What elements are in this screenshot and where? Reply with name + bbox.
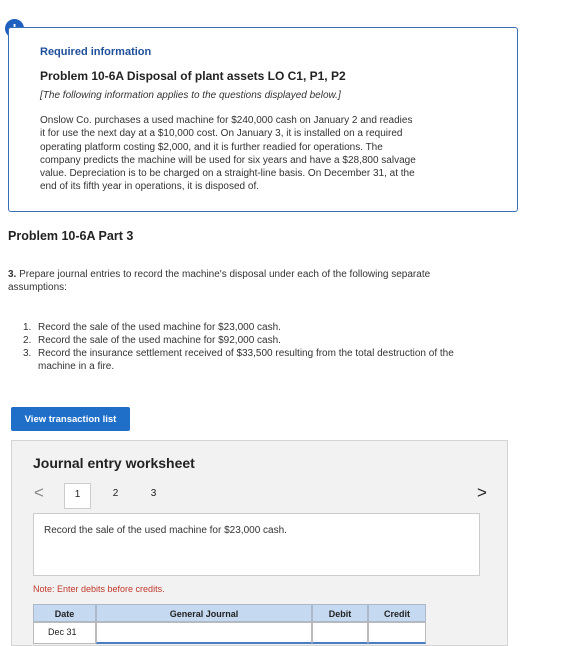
chevron-right-icon[interactable]: > <box>477 483 487 502</box>
description-line: Onslow Co. purchases a used machine for $240,000 cash on January 2 and readies <box>40 115 413 126</box>
list-item <box>23 334 548 347</box>
worksheet-title: Journal entry worksheet <box>33 455 195 471</box>
instruction-text <box>8 268 548 294</box>
list-item <box>23 347 548 373</box>
list-number: 2. <box>23 335 32 346</box>
problem-description <box>40 114 490 194</box>
list-number: 3. <box>23 348 32 359</box>
part-title: Problem 10-6A Part 3 <box>8 229 134 243</box>
general-journal-header: General Journal <box>96 604 312 622</box>
assumptions-list <box>23 321 548 373</box>
applies-note: [The following information applies to the questions displayed below.] <box>40 90 341 101</box>
list-item <box>23 321 548 334</box>
list-item-text: Record the sale of the used machine for $92,000 cash. <box>38 335 281 346</box>
debit-input[interactable] <box>312 622 368 644</box>
list-item-text: Record the sale of the used machine for $23,000 cash. <box>38 322 281 333</box>
problem-title: Problem 10-6A Disposal of plant assets LO C1, P1, P2 <box>40 69 346 83</box>
description-line: value. Depreciation is to be charged on a straight-line basis. On December 31, at the <box>40 168 415 180</box>
tab-1[interactable]: 1 <box>64 483 91 509</box>
description-line: end of its fifth year in operations, it is disposed of. <box>40 181 260 193</box>
tab-2[interactable]: 2 <box>112 488 119 499</box>
journal-entry-worksheet <box>11 440 508 646</box>
date-header: Date <box>33 604 96 622</box>
entry-note: Note: Enter debits before credits. <box>33 584 165 594</box>
list-number: 1. <box>23 322 32 333</box>
description-line: operating platform costing $2,000, and it is further readied for operations. The <box>40 141 383 153</box>
required-information-panel <box>8 27 518 212</box>
required-information-title: Required information <box>40 46 152 58</box>
view-transaction-list-button[interactable]: View transaction list <box>11 407 130 431</box>
entry-prompt-box <box>33 513 480 576</box>
instruction-line: Prepare journal entries to record the machine's disposal under each of the following separate <box>16 269 431 280</box>
account-input[interactable] <box>96 622 312 644</box>
entry-prompt: Record the sale of the used machine for $23,000 cash. <box>44 525 287 536</box>
list-item-text: Record the insurance settlement received of $33,500 resulting from the total destruction of the <box>38 348 454 359</box>
date-cell: Dec 31 <box>33 622 96 644</box>
credit-header: Credit <box>368 604 426 622</box>
list-item-text: machine in a fire. <box>38 361 115 372</box>
instruction-number: 3. <box>8 269 17 280</box>
debit-header: Debit <box>312 604 368 622</box>
tab-3[interactable]: 3 <box>150 488 157 499</box>
instruction-line: assumptions: <box>8 282 67 293</box>
description-line: company predicts the machine will be used for six years and have a $28,800 salvage <box>40 154 416 166</box>
description-line: it for use the next day at a $10,000 cost. On January 3, it is installed on a required <box>40 128 403 140</box>
credit-input[interactable] <box>368 622 426 644</box>
chevron-left-icon[interactable]: < <box>34 483 44 502</box>
